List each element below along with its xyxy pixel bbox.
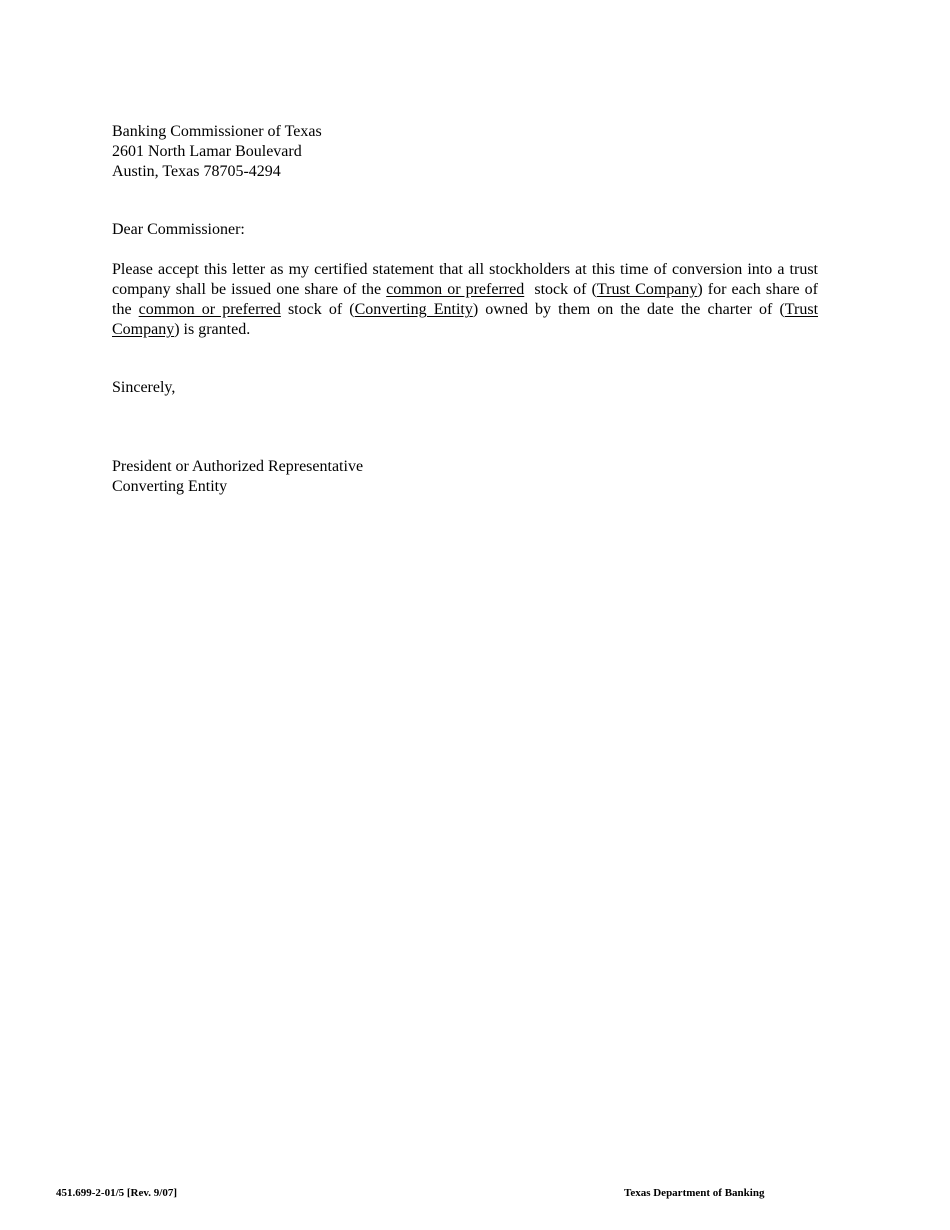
address-line-2: 2601 North Lamar Boulevard [112, 143, 302, 160]
blank-trust-company-2: Trust Company [112, 301, 819, 338]
closing: Sincerely, [112, 379, 176, 396]
body-text-1: Please accept this letter as my certified statement that all stockholders at this time of conversion into a trust company shall be issued one share of the [112, 261, 818, 298]
blank-trust-company-1: Trust Company [596, 281, 698, 298]
blank-stock-type-2: common or preferred [138, 301, 281, 318]
signature-title: President or Authorized Representative [112, 458, 364, 475]
blank-converting-entity: Converting Entity [354, 301, 473, 318]
address-line-3: Austin, Texas 78705-4294 [112, 163, 281, 180]
form-number: 451.699-2-01/5 [Rev. 9/07] [56, 1187, 177, 1199]
body-text-2: stock of ( [524, 281, 597, 298]
agency-name: Texas Department of Banking [624, 1187, 765, 1199]
body-text-3: ) for each share of the [112, 281, 819, 318]
letter-content [112, 122, 818, 497]
body-text-5: ) owned by them on the date the charter of ( [472, 301, 785, 318]
blank-stock-type-1: common or preferred [386, 281, 525, 298]
signature-block [112, 457, 818, 497]
address-line-1: Banking Commissioner of Texas [112, 123, 322, 140]
signature-entity: Converting Entity [112, 478, 228, 495]
letter-body [112, 260, 818, 340]
salutation: Dear Commissioner: [112, 221, 245, 238]
body-text-4: stock of ( [280, 301, 355, 318]
recipient-address [112, 122, 818, 182]
body-text-6: ) is granted. [174, 321, 251, 338]
